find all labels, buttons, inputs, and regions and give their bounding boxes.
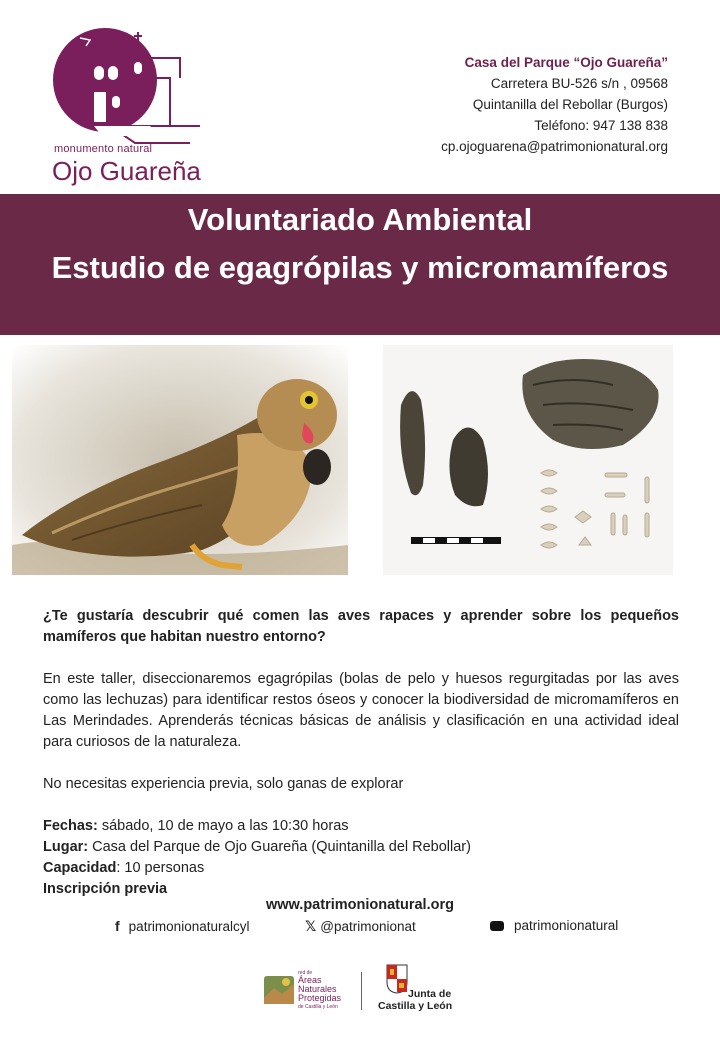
social-links xyxy=(0,918,720,940)
logos-divider xyxy=(361,972,362,1010)
areas-line0: red de xyxy=(298,970,313,976)
lugar-value: Casa del Parque de Ojo Guareña (Quintanilla del Rebollar) xyxy=(88,839,471,855)
lugar-label: Lugar: xyxy=(43,839,89,855)
contact-phone: Teléfono: 947 138 838 xyxy=(534,118,668,133)
monumento-natural-logo xyxy=(50,18,220,188)
areas-naturales-emblem-icon xyxy=(262,972,296,1008)
social-youtube[interactable] xyxy=(490,918,618,933)
inscripcion-label: Inscripción previa xyxy=(43,881,168,897)
areas-line2: Naturales xyxy=(298,984,337,994)
fechas-value: sábado, 10 de mayo a las 10:30 horas xyxy=(97,818,349,834)
capacidad-label: Capacidad xyxy=(43,860,117,876)
youtube-handle: patrimonionatural xyxy=(514,918,619,933)
logo-small-label: monumento natural xyxy=(54,143,153,155)
title-banner xyxy=(0,194,720,335)
description-paragraph: En este taller, diseccionaremos egagrópilas (bolas de pelo y huesos regurgitadas por las aves como las lechuzas) para identificar restos óseos y conocer la biodiversidad de micromamíferos en Las Merindades. Aprenderás técnicas básicas de análisis y clasificación en una actividad ideal para curiosos de la naturaleza. xyxy=(43,671,679,750)
facebook-handle: patrimonionaturalcyl xyxy=(128,918,250,934)
banner-title-line2: Estudio de egagrópilas y micromamíferos xyxy=(51,250,669,285)
experience-note: No necesitas experiencia previa, solo ganas de explorar xyxy=(43,776,404,792)
contact-address-line1: Carretera BU-526 s/n , 09568 xyxy=(490,76,668,91)
social-facebook[interactable] xyxy=(115,918,249,934)
detail-capacidad xyxy=(43,858,679,879)
junta-line1: Junta de xyxy=(408,988,452,1000)
main-content xyxy=(43,606,679,900)
youtube-icon xyxy=(490,921,504,931)
areas-line4: de Castilla y León xyxy=(298,1004,338,1010)
detail-lugar xyxy=(43,837,679,858)
areas-line1: Áreas xyxy=(298,975,322,985)
capacidad-value: : 10 personas xyxy=(116,860,205,876)
contact-address-line2: Quintanilla del Rebollar (Burgos) xyxy=(472,97,668,112)
junta-logo xyxy=(378,962,470,1018)
pellets-and-bones-photo xyxy=(383,345,673,575)
junta-line2: Castilla y León xyxy=(378,1000,453,1012)
x-icon: 𝕏 xyxy=(305,918,317,934)
footer-logos xyxy=(260,960,470,1020)
owl-photo xyxy=(12,345,348,575)
junta-shield-icon xyxy=(386,964,408,994)
areas-naturales-logo xyxy=(262,970,358,1014)
social-x[interactable] xyxy=(305,918,416,935)
detail-fechas xyxy=(43,816,679,837)
contact-email[interactable]: cp.ojoguarena@patrimonionatural.org xyxy=(441,139,668,154)
intro-question: ¿Te gustaría descubrir qué comen las aves rapaces y aprender sobre los pequeños mamíferos que habitan nuestro entorno? xyxy=(43,608,679,645)
banner-title-line1: Voluntariado Ambiental xyxy=(187,202,533,237)
contact-title: Casa del Parque “Ojo Guareña” xyxy=(464,55,668,70)
website-link[interactable]: www.patrimonionatural.org xyxy=(266,897,454,913)
logo-large-label: Ojo Guareña xyxy=(52,156,201,186)
church-logo-icon xyxy=(50,18,220,148)
x-handle: @patrimonionat xyxy=(320,919,416,934)
fechas-label: Fechas: xyxy=(43,818,98,834)
areas-line3: Protegidas xyxy=(298,993,342,1003)
facebook-icon: f xyxy=(115,918,120,934)
contact-block xyxy=(441,52,668,157)
